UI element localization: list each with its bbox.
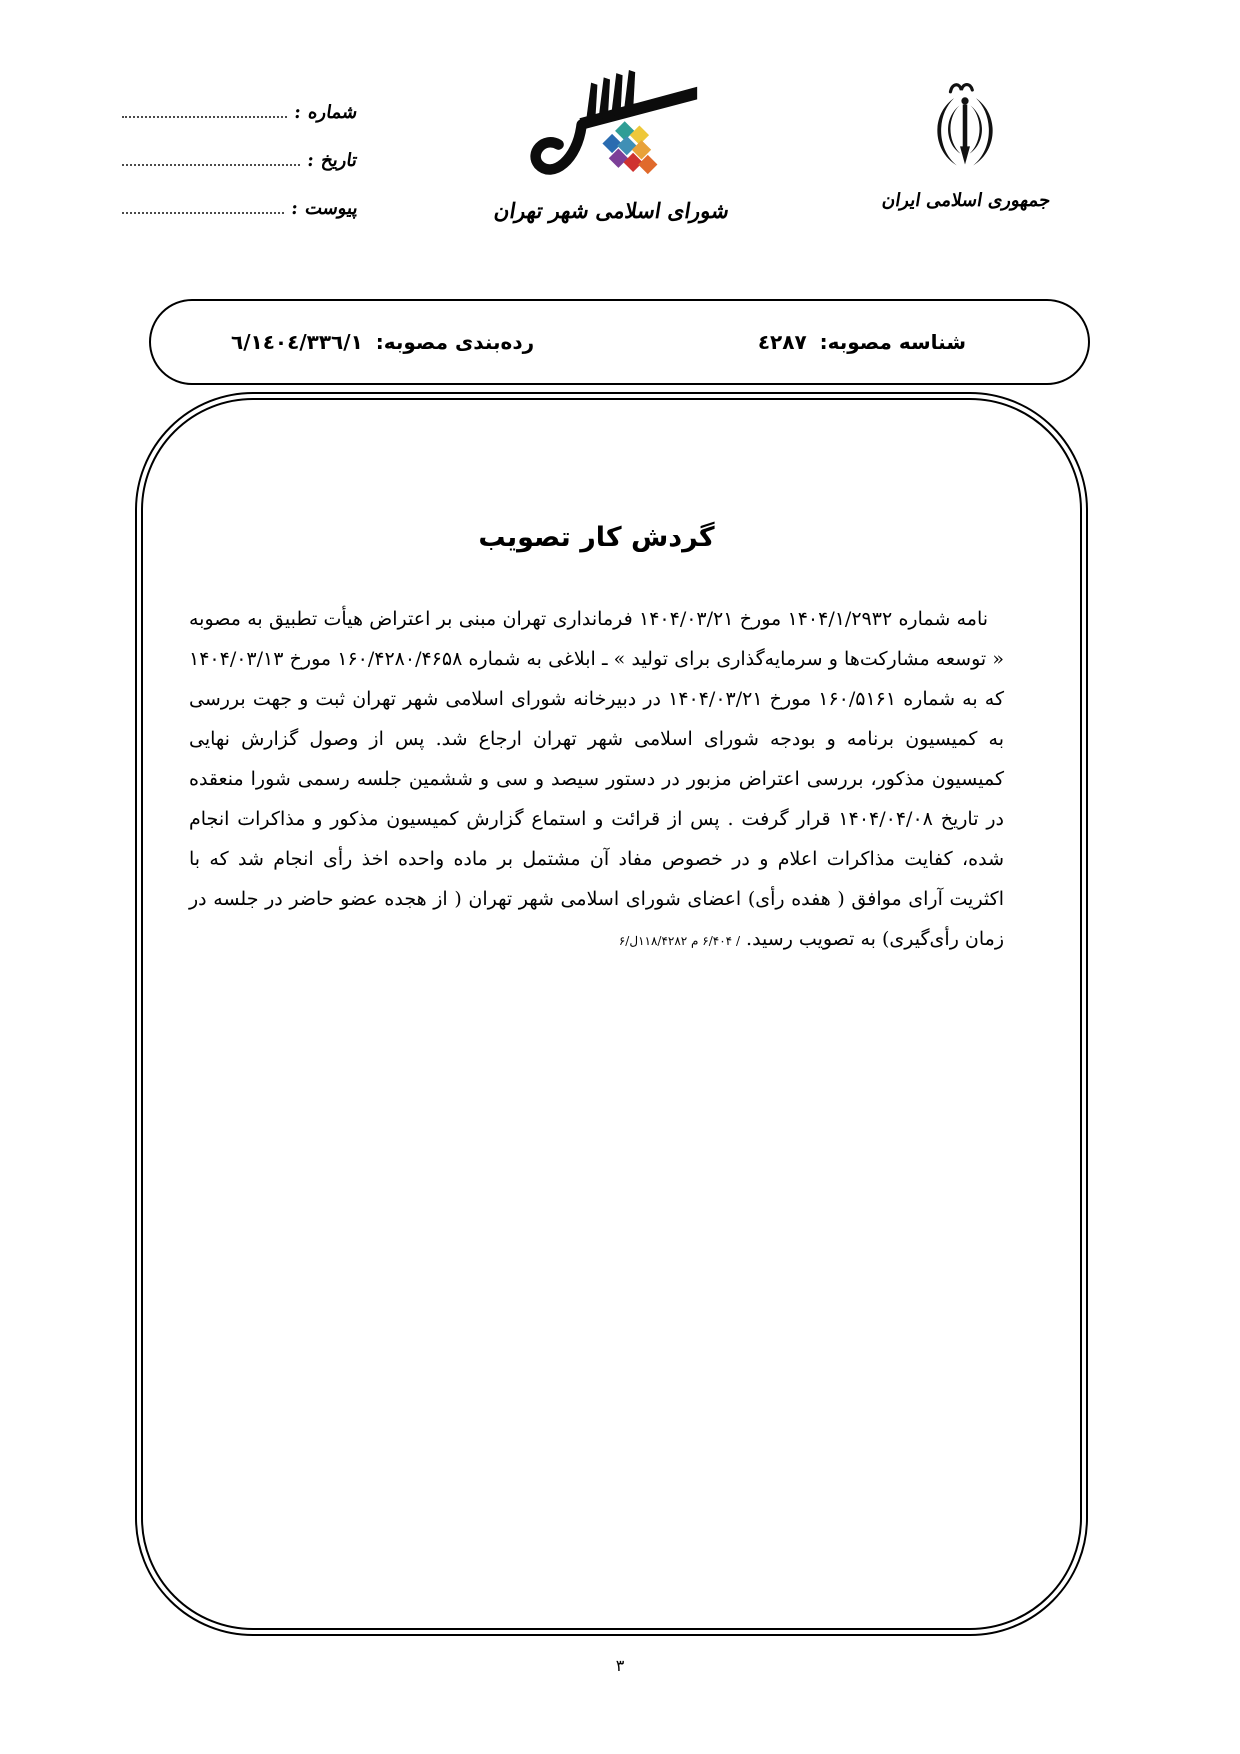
approval-process-content (137, 394, 1086, 1634)
date-field-dotted-line (122, 163, 300, 166)
document-header-bar (149, 299, 1090, 385)
form-field-row-date (118, 144, 356, 171)
tehran-council-logo-icon (520, 70, 700, 196)
body-line: و جهت بررسی به کمیسیون برنامه و بودجه شورای اسلامی شهر تهران ارجاع شد. پس از وصول گزارش (189, 688, 1004, 750)
approval-id-label: شناسه مصوبه: (819, 330, 966, 354)
page-number: ۳ (615, 1656, 625, 1675)
date-field-label: تاریخ : (306, 150, 358, 171)
attachment-field-dotted-line (122, 211, 284, 214)
form-field-row-number (118, 96, 356, 123)
approval-process-title: گردش کار تصویب (478, 522, 715, 553)
logo-diamond-cluster (602, 121, 657, 174)
form-field-row-attachment (118, 192, 356, 219)
body-line: منعقده در تاریخ ۱۴۰۴/۰۴/۰۸ قرار گرفت . پس از قرائت و استماع گزارش کمیسیون مذکور و مذاکرات (189, 768, 1004, 830)
body-line: نهایی کمیسیون مذکور، بررسی اعتراض مزبور در دستور سیصد و سی و ششمین جلسه رسمی شورا (189, 728, 1005, 790)
approval-process-box (135, 392, 1088, 1636)
letterhead-form-fields (118, 96, 356, 240)
iran-emblem-icon (919, 80, 1011, 180)
body-line: نامه شماره ۱۴۰۴/۱/۲۹۳۲ مورخ ۱۴۰۴/۰۳/۲۱ فرمانداری تهران مبنی بر اعتراض هیأت تطبیق (269, 608, 989, 630)
approval-classification-value: ٦/١٤٠٤/٣٣٦/١ (231, 330, 363, 354)
body-line: ۱۴۰۴/۰۳/۱۳ که به شماره ۱۶۰/۵۱۶۱ مورخ ۱۴۰۴/۰۳/۲۱ در دبیرخانه شورای اسلامی شهر تهران ثبت (189, 648, 1004, 710)
number-field-label: شماره : (292, 102, 358, 123)
body-line: به مصوبه « توسعه مشارکت‌ها و سرمایه‌گذاری برای تولید » ـ ابلاغی به شماره ۱۶۰/۴۲۸۰/۴۶۵۸ مورخ (189, 608, 1004, 670)
body-line: زمان رأی‌گیری) به تصویب رسید. (746, 928, 1004, 950)
national-emblem-block (842, 80, 1088, 211)
council-logo-caption: شورای اسلامی شهر تهران (491, 198, 729, 223)
body-line: انجام شده، کفایت مذاکرات اعلام و در خصوص مفاد آن مشتمل بر ماده واحده اخذ رأی انجام شد که با (189, 808, 1004, 870)
approval-id (758, 330, 966, 354)
approval-id-value: ٤٢٨٧ (757, 330, 807, 354)
number-field-dotted-line (122, 115, 287, 118)
reference-note: / ۶/۴۰۴ م ۱۱۸/۴۲۸۲ل/۶ (618, 934, 740, 948)
national-emblem-caption: جمهوری اسلامی ایران (880, 190, 1050, 211)
council-logo-block (462, 70, 758, 223)
attachment-field-label: پیوست : (289, 198, 358, 219)
approval-classification (231, 330, 534, 354)
body-line: اکثریت آرای موافق ( هفده رأی) اعضای شورای اسلامی شهر تهران ( از هجده عضو حاضر در جلسه در (189, 888, 1004, 910)
approval-classification-label: رده‌بندی مصوبه: (375, 330, 535, 354)
approval-process-body (189, 599, 1004, 961)
